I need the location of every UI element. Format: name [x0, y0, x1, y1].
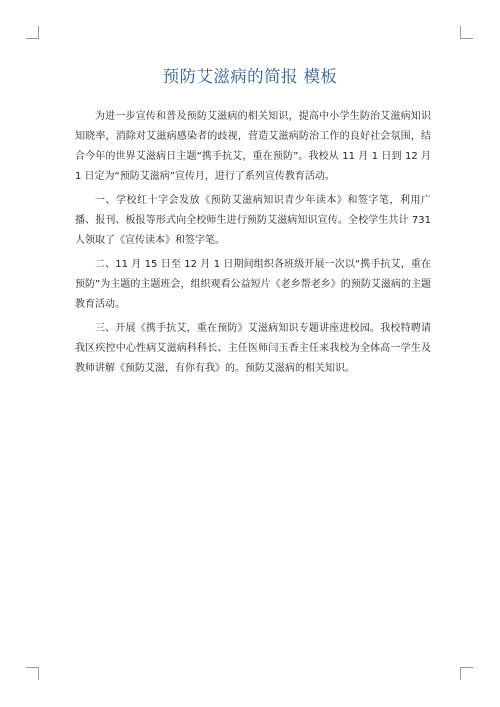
crop-mark-top-right: [460, 26, 473, 39]
document-body: [75, 107, 431, 383]
item-two-paragraph: 二、11 月 15 日至 12 月 1 日期间组织各班级开展一次以“携手抗艾，重在预防”为主题的主题班会，组织观看公益短片《老乡帮老乡》的预防艾滋病的主题教育活动。: [75, 259, 431, 310]
crop-mark-bottom-right: [460, 667, 473, 680]
item-three-paragraph: 三、开展《携手抗艾，重在预防》艾滋病知识专题讲座进校园。我校特聘请我区疾控中心性病艾滋病科科长、主任医师闫玉香主任来我校为全体高一学生及教师讲解《预防艾滋，有你有我》的。预防艾滋病的相关知识。: [75, 323, 431, 374]
intro-paragraph: 为进一步宣传和普及预防艾滋病的相关知识，提高中小学生防治艾滋病知识知晓率，消除对艾滋病感染者的歧视，营造艾滋病防治工作的良好社会氛围，结合今年的世界艾滋病日主题“携手抗艾，重在预防”。我校从 11 月 1 日到 12 月 1 日定为“预防艾滋病”宣传月，进行了系列宣传教育活动。: [75, 111, 431, 182]
item-one-paragraph: 一、学校红十字会发放《预防艾滋病知识青少年读本》和签字笔，利用广播、报刊、板报等形式向全校师生进行预防艾滋病知识宣传。全校学生共计 731 人领取了《宣传读本》和签字笔。: [75, 195, 431, 246]
crop-mark-top-left: [26, 26, 39, 39]
document-title: 预防艾滋病的简报 模板: [162, 67, 338, 86]
crop-mark-bottom-left: [26, 667, 39, 680]
